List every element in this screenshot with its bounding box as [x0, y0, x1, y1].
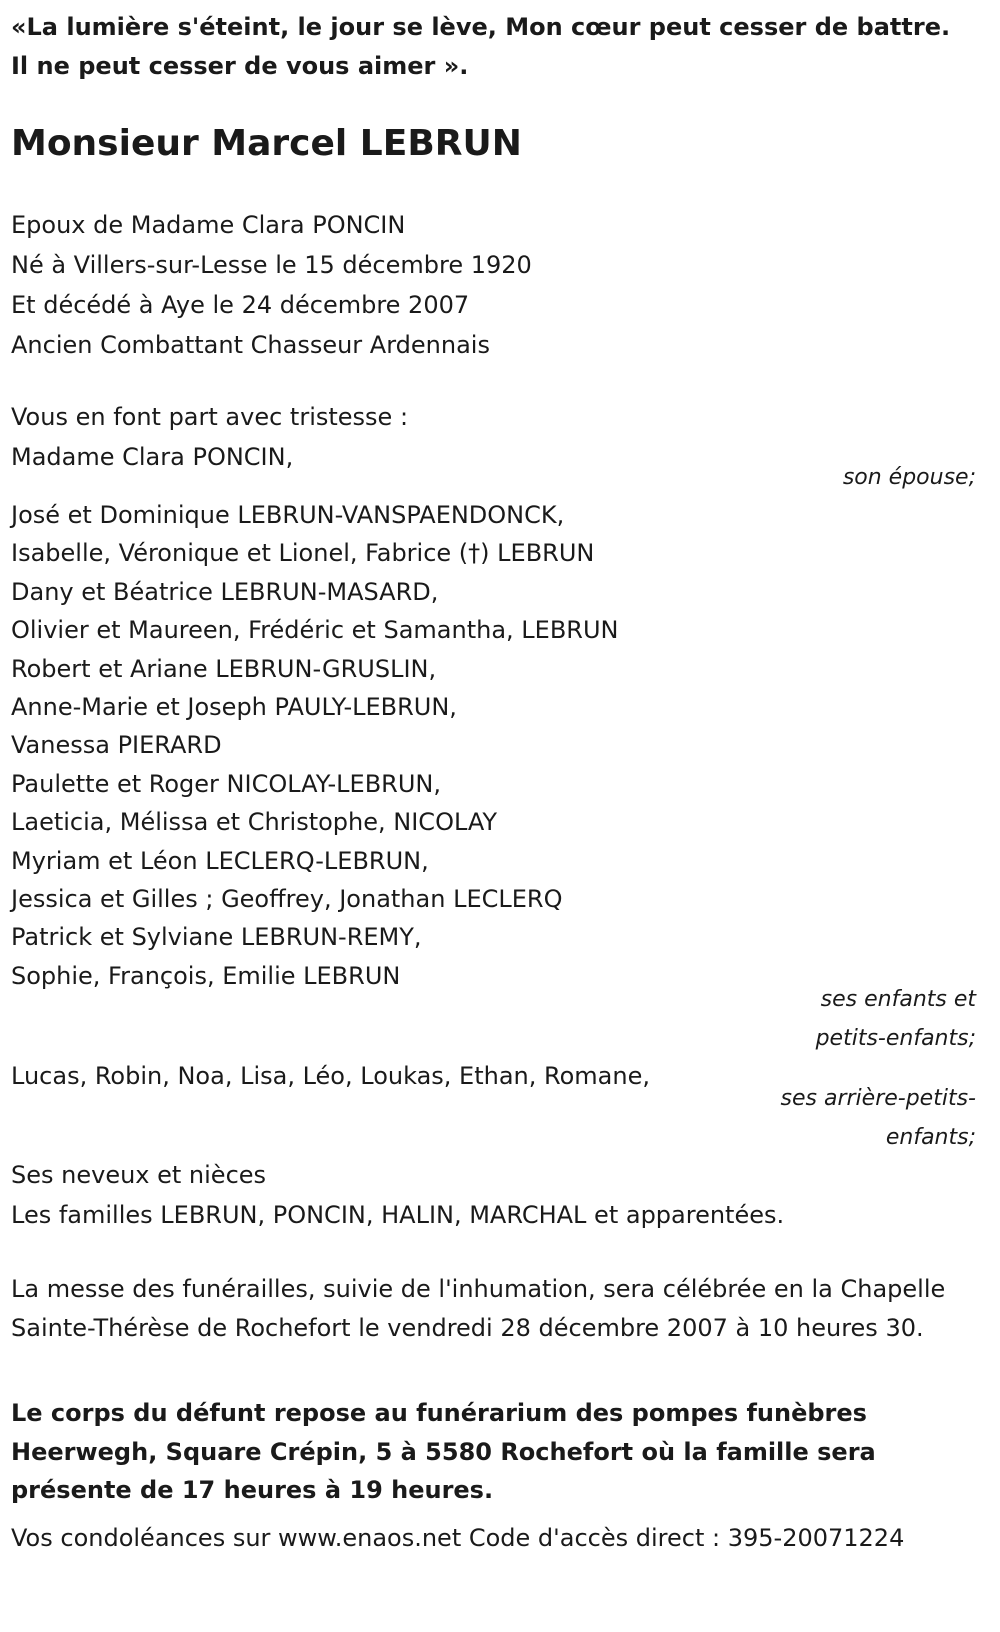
visitation-info: Le corps du défunt repose au funérarium des pompes funèbres Heerwegh, Square Crépin, 5 à 5580 Rochefort où la famille sera présente de 17 heures à 19 heures. [11, 1399, 876, 1504]
bio-line: Ancien Combattant Chasseur Ardennais [11, 331, 490, 359]
spouse-role: son épouse; [842, 465, 976, 490]
bio-line: Epoux de Madame Clara PONCIN [11, 211, 406, 239]
family-line: Myriam et Léon LECLERQ-LEBRUN, [11, 846, 429, 875]
relatives-line: Ses neveux et nièces [11, 1161, 267, 1189]
ceremony-info: La messe des funérailles, suivie de l'inhumation, sera célébrée en la Chapelle Sainte-Thérèse de Rochefort le vendredi 28 décembre 2007 à 10 heures 30. [11, 1275, 946, 1342]
deceased-name: Monsieur Marcel LEBRUN [11, 123, 522, 164]
family-line: José et Dominique LEBRUN-VANSPAENDONCK, [11, 501, 565, 529]
spouse-name: Madame Clara PONCIN, [11, 443, 294, 471]
family-line: Lucas, Robin, Noa, Lisa, Léo, Loukas, Ethan, Romane, [11, 1062, 650, 1090]
role-line: ses enfants et [820, 987, 976, 1012]
family-line: Dany et Béatrice LEBRUN-MASARD, [11, 577, 439, 606]
family-line: Robert et Ariane LEBRUN-GRUSLIN, [11, 654, 437, 683]
family-line: Patrick et Sylviane LEBRUN-REMY, [11, 923, 422, 952]
bio-line: Né à Villers-sur-Lesse le 15 décembre 1920 [11, 251, 532, 279]
children-list [11, 496, 991, 995]
role-line: ses arrière-petits- [780, 1086, 976, 1111]
relatives-line: Les familles LEBRUN, PONCIN, HALIN, MARCHAL et apparentées. [11, 1201, 785, 1229]
quote-line: «La lumière s'éteint, le jour se lève, Mon cœur peut cesser de battre. [11, 13, 951, 41]
role-line: petits-enfants; [815, 1026, 976, 1051]
announce-intro: Vous en font part avec tristesse : [11, 403, 409, 431]
great-grandchildren-role [781, 1079, 976, 1157]
biography [11, 205, 991, 365]
family-line: Anne-Marie et Joseph PAULY-LEBRUN, [11, 693, 457, 722]
family-line: Laeticia, Mélissa et Christophe, NICOLAY [11, 808, 498, 837]
bio-line: Et décédé à Aye le 24 décembre 2007 [11, 291, 470, 319]
role-line: enfants; [885, 1125, 976, 1150]
family-line: Vanessa PIERARD [11, 731, 222, 760]
family-line: Isabelle, Véronique et Lionel, Fabrice (†) LEBRUN [11, 539, 595, 568]
family-line: Paulette et Roger NICOLAY-LEBRUN, [11, 769, 441, 798]
family-line: Sophie, François, Emilie LEBRUN [11, 961, 401, 990]
children-role [816, 980, 976, 1058]
family-line: Olivier et Maureen, Frédéric et Samantha, LEBRUN [11, 616, 619, 645]
condolences-info: Vos condoléances sur www.enaos.net Code d'accès direct : 395-20071224 [11, 1524, 905, 1552]
family-line: Jessica et Gilles ; Geoffrey, Jonathan LECLERQ [11, 885, 563, 914]
relatives [11, 1155, 991, 1235]
epigraph-quote [11, 8, 991, 86]
quote-line: Il ne peut cesser de vous aimer ». [11, 52, 469, 80]
